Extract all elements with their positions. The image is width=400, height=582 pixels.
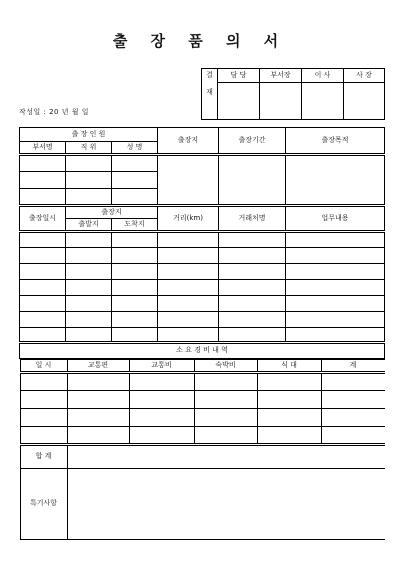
work-header: 업무내용 [286, 206, 385, 232]
schedule-cell[interactable] [219, 280, 286, 296]
trip-date-header: 출장일시 [20, 206, 66, 232]
approval-col-3: 이 사 [302, 69, 344, 83]
schedule-cell[interactable] [66, 248, 112, 264]
expense-cell[interactable] [129, 409, 194, 427]
schedule-cell[interactable] [66, 264, 112, 280]
exp-sum-header: 계 [321, 360, 385, 373]
schedule-cell[interactable] [158, 312, 219, 328]
trip-personnel-header: 출 장 인 원 [20, 128, 158, 142]
expense-cell[interactable] [129, 427, 194, 445]
expenses-table [20, 359, 385, 540]
period-cell[interactable] [219, 155, 286, 206]
schedule-cell[interactable] [286, 264, 385, 280]
schedule-cell[interactable] [286, 248, 385, 264]
exp-date-header: 일 시 [20, 360, 67, 373]
expense-cell[interactable] [194, 427, 257, 445]
approval-col-1: 담 당 [218, 69, 260, 83]
exp-lodging-header: 숙박비 [194, 360, 257, 373]
arrival-header: 도착지 [112, 219, 158, 232]
total-label: 합 계 [20, 445, 67, 469]
period-header: 출장기간 [219, 128, 286, 155]
expense-cell[interactable] [257, 373, 321, 391]
schedule-cell[interactable] [158, 232, 219, 248]
schedule-cell[interactable] [219, 328, 286, 343]
expense-cell[interactable] [20, 391, 67, 409]
total-value-cell[interactable] [67, 445, 385, 469]
schedule-cell[interactable] [112, 328, 158, 343]
schedule-destination-header: 출장지 [66, 206, 158, 219]
approval-sign-box-2[interactable] [260, 83, 302, 120]
expense-cell[interactable] [321, 373, 385, 391]
main-form-table [19, 127, 385, 540]
schedule-cell[interactable] [20, 232, 66, 248]
schedule-cell[interactable] [158, 248, 219, 264]
schedule-cell[interactable] [158, 264, 219, 280]
schedule-cell[interactable] [112, 312, 158, 328]
expense-cell[interactable] [194, 391, 257, 409]
expense-cell[interactable] [194, 373, 257, 391]
expense-cell[interactable] [257, 427, 321, 445]
expense-cell[interactable] [194, 409, 257, 427]
expense-cell[interactable] [20, 373, 67, 391]
schedule-cell[interactable] [286, 232, 385, 248]
approval-sign-box-1[interactable] [218, 83, 260, 120]
schedule-cell[interactable] [219, 232, 286, 248]
personnel-cell[interactable] [20, 172, 66, 189]
personnel-cell[interactable] [66, 172, 112, 189]
schedule-cell[interactable] [20, 264, 66, 280]
expense-cell[interactable] [20, 427, 67, 445]
expense-cell[interactable] [67, 391, 129, 409]
schedule-cell[interactable] [66, 232, 112, 248]
personnel-cell[interactable] [112, 172, 158, 189]
expense-cell[interactable] [257, 391, 321, 409]
expense-cell[interactable] [67, 409, 129, 427]
schedule-cell[interactable] [112, 296, 158, 312]
schedule-cell[interactable] [66, 312, 112, 328]
expense-cell[interactable] [321, 391, 385, 409]
schedule-cell[interactable] [219, 248, 286, 264]
schedule-cell[interactable] [158, 296, 219, 312]
approval-sign-box-3[interactable] [302, 83, 344, 120]
schedule-cell[interactable] [286, 296, 385, 312]
schedule-cell[interactable] [66, 328, 112, 343]
schedule-cell[interactable] [219, 312, 286, 328]
date-line: 작성일 : 20 년 월 일 [19, 108, 89, 116]
name-header: 성 명 [112, 142, 158, 155]
schedule-cell[interactable] [112, 264, 158, 280]
schedule-cell[interactable] [66, 280, 112, 296]
personnel-cell[interactable] [112, 155, 158, 172]
purpose-cell[interactable] [286, 155, 385, 206]
document-title: 출 장 품 의 서 [112, 32, 288, 50]
exp-fare-header: 교통비 [129, 360, 194, 373]
exp-meal-header: 식 대 [257, 360, 321, 373]
schedule-cell[interactable] [20, 280, 66, 296]
schedule-cell[interactable] [112, 248, 158, 264]
expense-cell[interactable] [67, 373, 129, 391]
approval-col-2: 부서장 [260, 69, 302, 83]
approval-table [201, 68, 385, 120]
approval-side-label-2: 재 [202, 83, 218, 120]
personnel-cell[interactable] [66, 155, 112, 172]
schedule-cell[interactable] [112, 232, 158, 248]
approval-sign-box-4[interactable] [344, 83, 385, 120]
expenses-header: 소 요 경 비 내 역 [20, 343, 385, 359]
schedule-cell[interactable] [158, 280, 219, 296]
exp-transport-header: 교통편 [67, 360, 129, 373]
remarks-cell[interactable] [67, 469, 385, 540]
approval-side-label-1: 결 [202, 69, 218, 83]
schedule-cell[interactable] [219, 264, 286, 280]
remarks-label: 특기사항 [20, 469, 67, 540]
schedule-cell[interactable] [66, 296, 112, 312]
expense-cell[interactable] [20, 409, 67, 427]
client-header: 거래처명 [219, 206, 286, 232]
schedule-cell[interactable] [112, 280, 158, 296]
dept-header: 부서명 [20, 142, 66, 155]
personnel-cell[interactable] [20, 189, 66, 206]
approval-col-4: 사 장 [344, 69, 385, 83]
expense-cell[interactable] [67, 427, 129, 445]
schedule-cell[interactable] [219, 296, 286, 312]
destination-header: 출장지 [158, 128, 219, 155]
personnel-cell[interactable] [20, 155, 66, 172]
expense-cell[interactable] [321, 409, 385, 427]
schedule-cell[interactable] [20, 312, 66, 328]
schedule-cell[interactable] [20, 328, 66, 343]
schedule-cell[interactable] [286, 280, 385, 296]
personnel-cell[interactable] [112, 189, 158, 206]
expenses-wrapper [20, 359, 385, 541]
schedule-cell[interactable] [286, 328, 385, 343]
expense-cell[interactable] [321, 427, 385, 445]
personnel-cell[interactable] [66, 189, 112, 206]
purpose-header: 출장목적 [286, 128, 385, 155]
distance-header: 거리(km) [158, 206, 219, 232]
expense-cell[interactable] [129, 391, 194, 409]
expense-cell[interactable] [129, 373, 194, 391]
departure-header: 출발지 [66, 219, 112, 232]
position-header: 직 위 [66, 142, 112, 155]
schedule-cell[interactable] [20, 296, 66, 312]
schedule-cell[interactable] [20, 248, 66, 264]
schedule-cell[interactable] [158, 328, 219, 343]
schedule-cell[interactable] [286, 312, 385, 328]
destination-cell[interactable] [158, 155, 219, 206]
expense-cell[interactable] [257, 409, 321, 427]
